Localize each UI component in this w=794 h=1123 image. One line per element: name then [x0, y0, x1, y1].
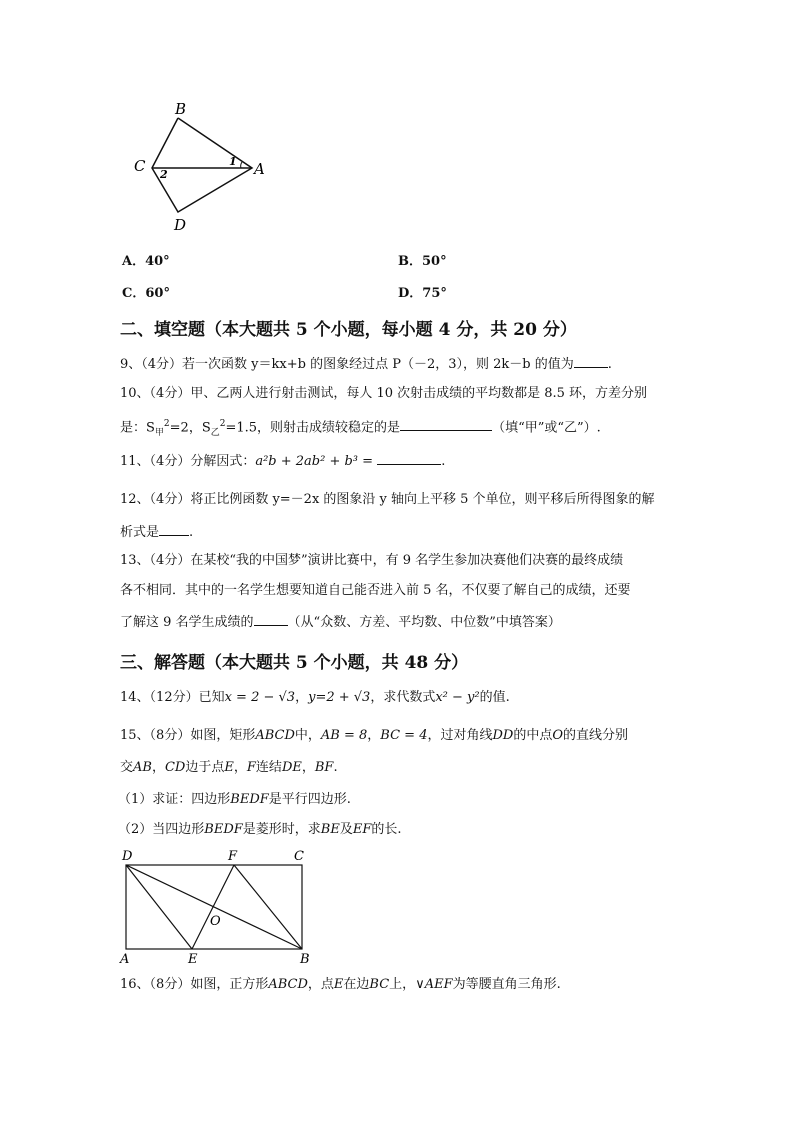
question-16: 16、（8分）如图，正方形ABCD，点E在边BC上，∨AEF为等腰直角三角形. — [120, 977, 561, 992]
fig1-label-d: D — [174, 216, 187, 234]
question-12-line2: 析式是 . — [120, 525, 194, 540]
question-15-part1: （1）求证：四边形BEDF是平行四边形. — [118, 792, 351, 807]
question-10-line2: 是：$S_甲^2=2$，$S_乙^2=1.5$，则射击成绩较稳定的是 （填“甲”或“乙”）. — [120, 419, 601, 438]
question-12-line1: 12、（4分）将正比例函数 y=－2x 的图象沿 y 轴向上平移 5 个单位，则平移后所得图象的解 — [120, 492, 655, 507]
fig2-label-d: D — [122, 849, 133, 864]
option-a[interactable]: A．40° — [122, 254, 170, 269]
section2-title: 二、填空题（本大题共 5 个小题，每小题 4 分，共 20 分） — [120, 320, 577, 340]
question-13-line3: 了解这 9 名学生成绩的 （从“众数、方差、平均数、中位数”中填答案） — [120, 615, 561, 630]
fig2-label-e: E — [188, 952, 198, 967]
fig1-outline — [152, 118, 252, 212]
question-15-line2: 交AB，CD边于点E，F连结DE，BF. — [120, 760, 338, 775]
fig2-segment-ef — [192, 865, 234, 949]
q13-answer-blank[interactable] — [254, 613, 288, 626]
q12-answer-blank[interactable] — [159, 523, 189, 536]
fig1-angle1-arc — [241, 162, 242, 168]
section3-title: 三、解答题（本大题共 5 个小题，共 48 分） — [120, 653, 469, 673]
fig2-diagonal-db — [126, 865, 302, 949]
q9-answer-blank[interactable] — [574, 355, 608, 368]
option-b[interactable]: B．50° — [398, 254, 447, 269]
fig2-segment-de — [126, 865, 192, 949]
question-13-line2: 各不相同．其中的一名学生想要知道自己能否进入前 5 名，不仅要了解自己的成绩，还要 — [120, 583, 631, 598]
question-14: 14、（12分）已知x = 2 − √3，y=2 + √3，求代数式x² − y²的值. — [120, 690, 510, 705]
fig2-label-o: O — [210, 914, 221, 929]
fig2-segment-fb — [234, 865, 302, 949]
fig1-label-c: C — [134, 157, 146, 175]
figure-rectangle — [116, 845, 316, 967]
fig2-label-a: A — [120, 952, 130, 967]
question-13-line1: 13、（4分）在某校“我的中国梦”演讲比赛中，有 9 名学生参加决赛他们决赛的最终成绩 — [120, 553, 624, 568]
q10-answer-blank[interactable] — [400, 418, 492, 431]
option-d[interactable]: D．75° — [398, 286, 447, 301]
question-9: 9、（4分）若一次函数 y＝kx+b 的图象经过点 P（－2，3），则 2k－b 的值为 . — [120, 357, 612, 372]
figure-quadrilateral — [128, 98, 278, 236]
question-11: 11、（4分）分解因式：a²b + 2ab² + b³ = . — [120, 454, 446, 469]
fig2-label-b: B — [300, 952, 310, 967]
q11-answer-blank[interactable] — [377, 452, 441, 465]
fig2-label-f: F — [228, 849, 238, 864]
question-10-line1: 10、（4分）甲、乙两人进行射击测试，每人 10 次射击成绩的平均数都是 8.5 环，方差分别 — [120, 386, 648, 401]
fig1-label-b: B — [175, 100, 187, 118]
fig2-label-c: C — [294, 849, 304, 864]
fig1-label-a: A — [254, 160, 265, 178]
question-15-line1: 15、（8分）如图，矩形ABCD中，AB = 8，BC = 4，过对角线DD的中点O的直线分别 — [120, 728, 629, 743]
option-c[interactable]: C．60° — [122, 286, 170, 301]
fig1-label-angle1: 1 — [229, 155, 237, 168]
fig1-label-angle2: 2 — [160, 168, 168, 181]
question-15-part2: （2）当四边形BEDF是菱形时，求BE及EF的长. — [118, 822, 402, 837]
